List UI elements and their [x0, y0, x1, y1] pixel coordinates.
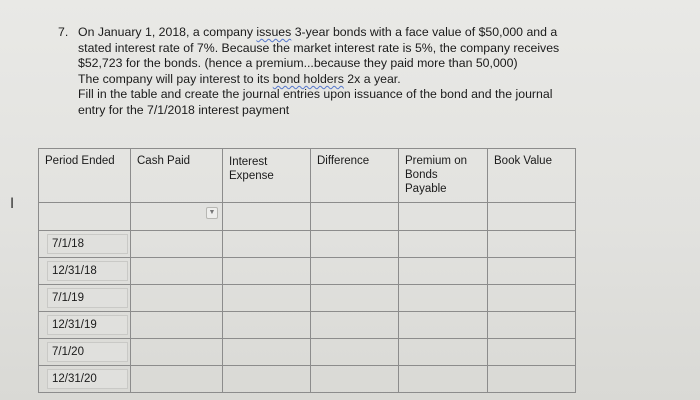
table-cell[interactable]	[488, 339, 576, 366]
table-cell[interactable]	[399, 203, 488, 231]
table-cell[interactable]	[223, 339, 311, 366]
spellcheck-word-issues: issues	[256, 25, 292, 39]
question-line-2: stated interest rate of 7%. Because the market interest rate is 5%, the company receives	[78, 40, 560, 55]
chevron-down-icon[interactable]: ▼	[206, 207, 218, 219]
table-cell[interactable]	[223, 366, 311, 393]
table-cell[interactable]	[223, 312, 311, 339]
table-row	[39, 231, 576, 258]
period-label: 12/31/18	[47, 261, 128, 281]
table-cell[interactable]	[131, 203, 223, 231]
question-text	[58, 25, 678, 119]
question-line-6: entry for the 7/1/2018 interest payment	[78, 102, 290, 117]
table-cell[interactable]	[223, 285, 311, 312]
header-premium-on-bonds-payable: Premium on Bonds Payable	[399, 149, 488, 203]
table-cell[interactable]	[223, 203, 311, 231]
period-cell	[39, 285, 131, 312]
table-cell[interactable]	[399, 312, 488, 339]
table-row	[39, 258, 576, 285]
question-text-segment: The company will pay interest to its	[78, 71, 273, 86]
table-cell[interactable]	[399, 339, 488, 366]
table-cell[interactable]	[39, 203, 131, 231]
table-row	[39, 285, 576, 312]
table-cell[interactable]	[399, 258, 488, 285]
period-cell	[39, 258, 131, 285]
table-cell[interactable]	[131, 339, 223, 366]
period-cell	[39, 339, 131, 366]
table-row	[39, 339, 576, 366]
period-label: 7/1/18	[47, 234, 128, 254]
header-interest-expense: Interest Expense	[223, 149, 311, 203]
table-row-initial	[39, 203, 576, 231]
table-cell[interactable]	[131, 312, 223, 339]
table-cell[interactable]	[488, 366, 576, 393]
table-cell[interactable]	[311, 312, 399, 339]
table-cell[interactable]	[311, 339, 399, 366]
amortization-table	[38, 148, 576, 393]
table-cell[interactable]	[488, 285, 576, 312]
question-line-3: $52,723 for the bonds. (hence a premium...because they paid more than 50,000)	[78, 56, 518, 71]
period-cell	[39, 366, 131, 393]
question-text-segment: On January 1, 2018, a company	[78, 25, 257, 39]
header-cash-paid: Cash Paid	[131, 149, 223, 203]
question-line-4	[58, 72, 678, 88]
table-cell[interactable]	[399, 366, 488, 393]
table-cell[interactable]	[488, 231, 576, 258]
table-header-row	[39, 149, 576, 203]
table-cell[interactable]	[311, 203, 399, 231]
header-period-ended: Period Ended	[39, 149, 131, 203]
question-text-segment: 3-year bonds with a face value of $50,000 and a	[291, 25, 558, 39]
table-cell[interactable]	[399, 231, 488, 258]
question-text-segment: 2x a year.	[343, 71, 401, 86]
period-label: 12/31/20	[47, 369, 128, 389]
table-cell[interactable]	[399, 285, 488, 312]
table-cell[interactable]	[311, 366, 399, 393]
table-cell[interactable]	[488, 258, 576, 285]
period-label: 7/1/19	[47, 288, 128, 308]
question-number: 7.	[58, 25, 69, 39]
table-cell[interactable]	[488, 312, 576, 339]
table-cell[interactable]	[311, 231, 399, 258]
spellcheck-word-bond-holders: bond holders	[272, 71, 344, 86]
header-book-value: Book Value	[488, 149, 576, 203]
table-cell[interactable]	[131, 366, 223, 393]
period-label: 7/1/20	[47, 342, 128, 362]
question-line-1	[58, 25, 678, 41]
table-cell[interactable]	[223, 231, 311, 258]
table-cell[interactable]	[223, 258, 311, 285]
table-cell[interactable]	[131, 231, 223, 258]
period-cell	[39, 312, 131, 339]
table-cell[interactable]	[131, 258, 223, 285]
text-cursor-icon: I	[10, 196, 15, 212]
table-cell[interactable]	[311, 285, 399, 312]
table-row	[39, 366, 576, 393]
period-cell	[39, 231, 131, 258]
header-difference: Difference	[311, 149, 399, 203]
table-cell[interactable]	[311, 258, 399, 285]
table-cell[interactable]	[131, 285, 223, 312]
table-cell[interactable]	[488, 203, 576, 231]
table-row	[39, 312, 576, 339]
period-label: 12/31/19	[47, 315, 128, 335]
question-line-5: Fill in the table and create the journal entries upon issuance of the bond and the journal	[78, 87, 553, 102]
